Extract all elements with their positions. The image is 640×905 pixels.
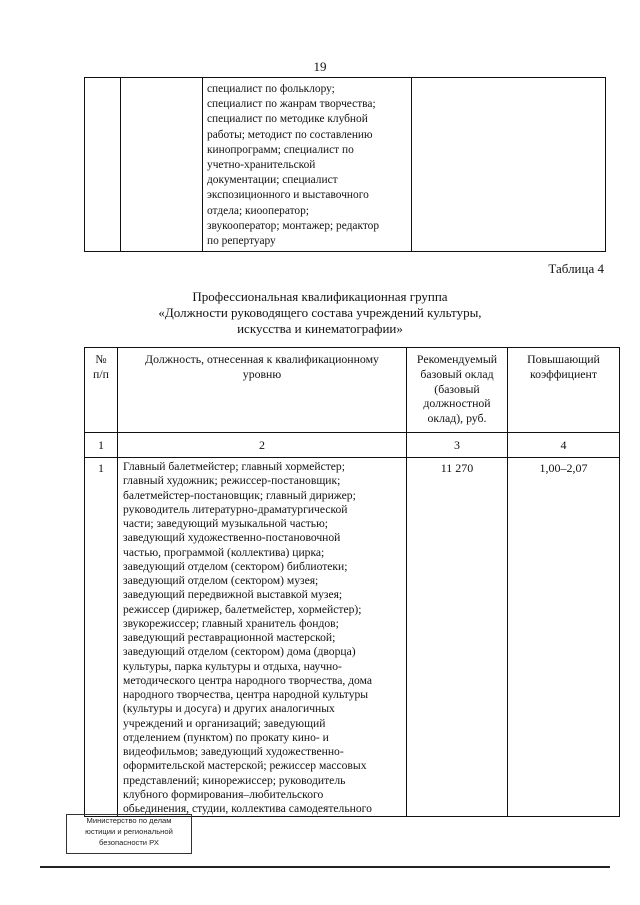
text-line: звукорежиссер; главный хранитель фондов;: [123, 616, 339, 630]
header-salary: [407, 348, 508, 433]
heading-line: искусства и кинематографии»: [237, 320, 403, 336]
column-number: 4: [508, 433, 620, 458]
table-row: [85, 458, 620, 817]
text-line: отдела; киооператор;: [207, 204, 309, 217]
text-line: оформительской мастерской; режиссер массовых: [123, 759, 367, 773]
text-line: обьединения, студии, коллектива самодеятельного: [123, 802, 372, 815]
text-line: заведующий отделом (сектором) библиотеки;: [123, 559, 348, 573]
heading-line: «Должности руководящего состава учреждений культуры,: [158, 304, 482, 320]
header-line: уровню: [242, 366, 282, 381]
stamp-line: безопасности РХ: [99, 838, 159, 847]
table-cell: [121, 78, 203, 252]
text-line: заведующий отделом (сектором) музея;: [123, 574, 319, 587]
text-line: заведующий отделом (сектором) дома (дворца): [123, 645, 356, 659]
text-line: экспозиционного и выставочного: [207, 189, 369, 202]
text-line: документации; специалист: [207, 174, 338, 187]
text-line: режиссер (дирижер, балетмейстер, хормейстер);: [123, 602, 362, 616]
header-coefficient: [508, 348, 620, 433]
column-number-row: [85, 433, 620, 458]
text-line: главный художник; режиссер-постановщик;: [123, 474, 341, 488]
text-line: отделением (пунктом) по прокату кино- и: [123, 730, 329, 744]
page-number: 19: [313, 59, 327, 74]
table-label: Таблица 4: [548, 261, 604, 276]
section-heading: [0, 289, 640, 336]
header-line: коэффициент: [529, 366, 598, 381]
text-line: специалист по фольклору;: [207, 83, 335, 95]
text-line: методического центра народного творчества, дома: [123, 673, 373, 687]
text-line: культуры, парка культуры и отдыха, научно-: [123, 659, 342, 673]
column-number: 1: [85, 433, 118, 458]
text-line: части; заведующий музыкальной частью;: [123, 517, 328, 530]
header-line: (базовый: [434, 381, 480, 396]
base-salary-value: 11 270: [407, 458, 508, 817]
continuation-table: [84, 77, 606, 252]
column-number: 2: [118, 433, 407, 458]
text-line: кинопрограмм; специалист по: [207, 143, 354, 156]
text-line: учреждений и организаций; заведующий: [123, 716, 326, 730]
text-line: руководитель литературно-драматургической: [123, 502, 348, 516]
text-line: заведующий художественно-постановочной: [123, 531, 341, 545]
heading-line: Профессиональная квалификационная группа: [192, 289, 448, 304]
header-line: базовый оклад: [420, 366, 494, 381]
text-line: частью, программой (коллектива) цирка;: [123, 545, 325, 559]
text-line: представлений; кинорежиссер; руководитель: [123, 773, 346, 787]
coefficient-value: 1,00–2,07: [508, 458, 620, 817]
position-list-cell: [118, 458, 407, 817]
text-line: по репертуару: [207, 235, 276, 248]
text-line: народного творчества, центра народной культуры: [123, 688, 369, 701]
text-line: специалист по методике клубной: [207, 113, 368, 126]
continuation-positions-cell: [203, 78, 412, 252]
header-line: Рекомендуемый: [416, 352, 498, 366]
text-line: звукооператор; монтажер; редактор: [207, 219, 380, 232]
text-line: видеофильмов; заведующий художественно-: [123, 745, 344, 758]
table-cell: [412, 78, 606, 252]
header-line: №: [95, 352, 107, 366]
page-bottom-rule: [40, 866, 610, 868]
header-position: [118, 348, 407, 433]
row-number: 1: [85, 458, 118, 817]
text-line: клубного формирования–любительского: [123, 787, 324, 801]
header-line: Повышающий: [527, 352, 600, 366]
text-line: заведующий реставрационной мастерской;: [123, 631, 336, 644]
header-line: п/п: [93, 366, 109, 381]
text-line: заведующий передвижной выставкой музея;: [123, 588, 343, 602]
text-line: Главный балетмейстер; главный хормейстер;: [123, 460, 345, 473]
column-number: 3: [407, 433, 508, 458]
header-line: оклад), руб.: [427, 411, 487, 426]
table-row: [85, 78, 606, 252]
text-line: (культуры и досуга) и других аналогичных: [123, 702, 335, 716]
registration-stamp: [66, 814, 192, 854]
header-line: Должность, отнесенная к квалификационному: [145, 352, 379, 366]
text-line: учетно-хранительской: [207, 159, 316, 172]
stamp-line: Министерство по делам: [86, 816, 172, 825]
header-number: [85, 348, 118, 433]
header-row: [85, 348, 620, 433]
qualification-table: [84, 347, 620, 817]
header-line: должностной: [423, 396, 491, 411]
text-line: работы; методист по составлению: [207, 128, 373, 141]
stamp-line: юстиции и региональной: [85, 827, 173, 836]
text-line: специалист по жанрам творчества;: [207, 98, 376, 111]
table-cell: [85, 78, 121, 252]
text-line: балетмейстер-постановщик; главный дирижер;: [123, 488, 356, 502]
